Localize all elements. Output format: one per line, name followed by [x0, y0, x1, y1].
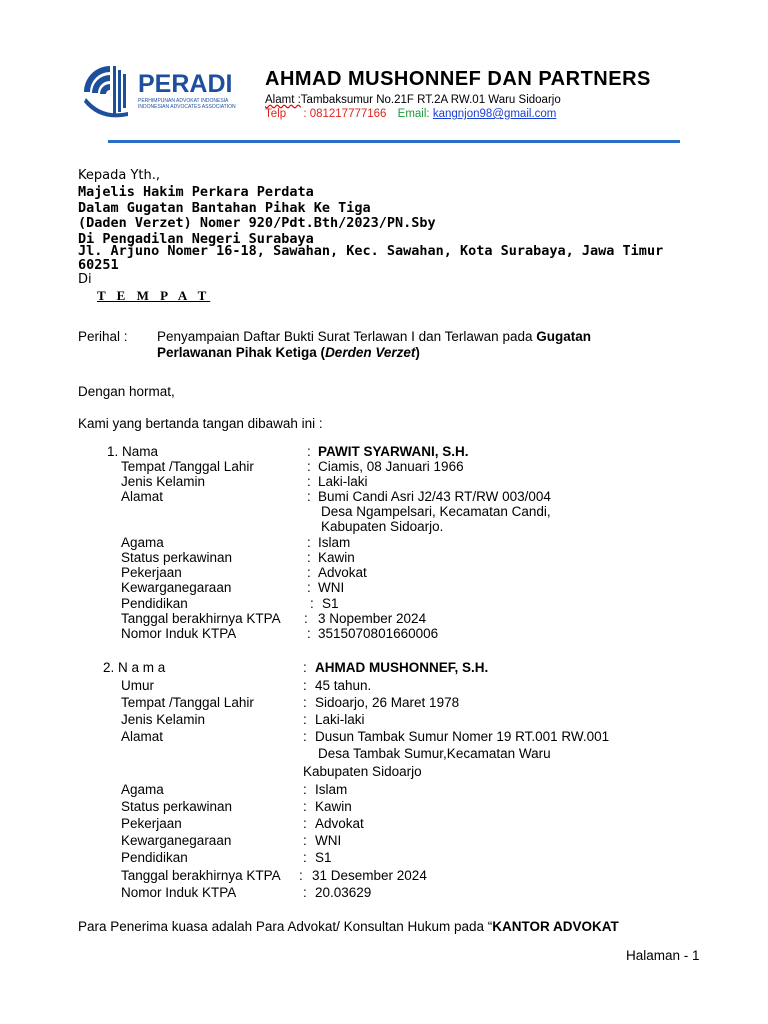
info-label: 1. Nama — [107, 444, 159, 459]
address-value: Tambaksumur No.21F RT.2A RW.01 Waru Sidoarjo — [300, 94, 561, 106]
info-separator: : — [303, 885, 307, 900]
header-divider — [108, 140, 680, 143]
info-value: Kabupaten Sidoarjo — [303, 764, 422, 779]
info-label: Tanggal berakhirnya KTPA — [121, 611, 281, 626]
info-value: AHMAD MUSHONNEF, S.H. — [315, 660, 489, 675]
info-label: Agama — [121, 782, 164, 797]
info-separator: : — [303, 850, 307, 865]
info-value: S1 — [315, 850, 332, 865]
perihal-text-2-italic: Derden Verzet — [325, 345, 416, 360]
recipient-salutation: Kepada Yth., — [78, 168, 160, 183]
info-separator: : — [307, 535, 311, 550]
info-label: Tempat /Tanggal Lahir — [121, 695, 254, 710]
info-value: Advokat — [318, 565, 367, 580]
firm-contact — [265, 108, 556, 120]
page-number: Halaman - 1 — [626, 948, 700, 963]
perihal-text-1-bold: Gugatan — [536, 329, 592, 344]
recipient-line: (Daden Verzet) Nomer 920/Pdt.Bth/2023/PN.Sby — [78, 215, 436, 231]
closing-text-bold: KANTOR ADVOKAT — [492, 919, 619, 934]
info-separator: : — [303, 816, 307, 831]
info-value: 20.03629 — [315, 885, 372, 900]
info-label: Kewarganegaraan — [121, 580, 232, 595]
closing-text — [78, 919, 619, 934]
info-label: 2. N a m a — [103, 660, 166, 675]
info-label: Nomor Induk KTPA — [121, 626, 237, 641]
recipient-tempat: T E M P A T — [97, 288, 211, 303]
info-label: Pendidikan — [121, 596, 188, 611]
info-label: Tempat /Tanggal Lahir — [121, 459, 254, 474]
info-value: 31 Desember 2024 — [312, 868, 427, 883]
info-value: Kawin — [315, 799, 352, 814]
info-separator: : — [303, 678, 307, 693]
info-label: Nomor Induk KTPA — [121, 885, 237, 900]
perihal-text-1: Penyampaian Daftar Bukti Surat Terlawan I dan Terlawan pada — [157, 329, 533, 344]
perihal-label: Perihal : — [78, 329, 128, 344]
info-label: Status perkawinan — [121, 799, 233, 814]
info-separator: : — [303, 660, 307, 675]
firm-address — [265, 94, 561, 106]
peradi-emblem-icon — [80, 62, 260, 124]
perihal-text — [157, 329, 591, 344]
peradi-logo — [80, 62, 260, 124]
info-label: Umur — [121, 678, 154, 693]
info-label: Status perkawinan — [121, 550, 233, 565]
email-label: Email: — [397, 108, 430, 120]
info-separator: : — [307, 474, 311, 489]
info-value: Advokat — [315, 816, 364, 831]
telp-value: : 081217777166 — [303, 108, 387, 120]
info-value: Islam — [315, 782, 348, 797]
recipient-line: Di Pengadilan Negeri Surabaya — [78, 231, 314, 247]
info-value: S1 — [322, 596, 339, 611]
firm-name: AHMAD MUSHONNEF DAN PARTNERS — [265, 68, 651, 90]
telp-label: Telp — [265, 108, 287, 120]
info-separator: : — [304, 611, 308, 626]
recipient-address: Jl. Arjuno Nomer 16-18, Sawahan, Kec. Sawahan, Kota Surabaya, Jawa Timur — [78, 243, 664, 259]
info-separator: : — [307, 580, 311, 595]
info-value: 3 Nopember 2024 — [318, 611, 427, 626]
info-label: Pendidikan — [121, 850, 188, 865]
info-value: WNI — [315, 833, 342, 848]
info-separator: : — [307, 626, 311, 641]
info-value: Bumi Candi Asri J2/43 RT/RW 003/004 — [318, 489, 551, 504]
info-value: Laki-laki — [318, 474, 368, 489]
info-separator: : — [307, 444, 311, 459]
info-label: Agama — [121, 535, 164, 550]
info-value: Islam — [318, 535, 351, 550]
recipient-di: Di — [78, 272, 92, 287]
perihal-text-2 — [157, 345, 420, 360]
info-value: 45 tahun. — [315, 678, 372, 693]
perihal-text-2-end: ) — [415, 345, 420, 360]
svg-text:INDONESIAN ADVOCATES ASSOCIATI: INDONESIAN ADVOCATES ASSOCIATION — [138, 104, 236, 110]
info-separator: : — [303, 695, 307, 710]
svg-text:PERADI: PERADI — [138, 70, 233, 98]
intro: Kami yang bertanda tangan dibawah ini : — [78, 416, 323, 431]
info-separator: : — [299, 868, 303, 883]
info-label: Alamat — [121, 729, 164, 744]
info-separator: : — [307, 459, 311, 474]
email-link[interactable]: kangnjon98@gmail.com — [432, 108, 557, 120]
info-value: Desa Tambak Sumur,Kecamatan Waru — [318, 746, 551, 761]
info-separator: : — [303, 712, 307, 727]
info-label: Alamat — [121, 489, 164, 504]
info-label: Pekerjaan — [121, 565, 182, 580]
info-separator: : — [303, 833, 307, 848]
closing-text-plain: Para Penerima kuasa adalah Para Advokat/ Konsultan Hukum pada “ — [78, 919, 493, 934]
info-label: Kewarganegaraan — [121, 833, 232, 848]
info-separator: : — [303, 729, 307, 744]
info-value: Dusun Tambak Sumur Nomer 19 RT.001 RW.001 — [315, 729, 610, 744]
info-value: WNI — [318, 580, 345, 595]
info-value: Sidoarjo, 26 Maret 1978 — [315, 695, 460, 710]
info-label: Pekerjaan — [121, 816, 182, 831]
info-value: Kabupaten Sidoarjo. — [321, 519, 444, 534]
info-value: PAWIT SYARWANI, S.H. — [318, 444, 469, 459]
svg-text:PERHIMPUNAN ADVOKAT INDONESIA: PERHIMPUNAN ADVOKAT INDONESIA — [138, 98, 229, 104]
perihal-text-2-bold: Perlawanan Pihak Ketiga ( — [157, 345, 326, 360]
info-separator: : — [310, 596, 314, 611]
recipient-postcode: 60251 — [78, 257, 119, 273]
info-value: Kawin — [318, 550, 355, 565]
info-label: Jenis Kelamin — [121, 474, 206, 489]
info-value: Ciamis, 08 Januari 1966 — [318, 459, 464, 474]
info-value: Desa Ngampelsari, Kecamatan Candi, — [321, 504, 551, 519]
recipient-line: Dalam Gugatan Bantahan Pihak Ke Tiga — [78, 200, 371, 216]
info-separator: : — [303, 799, 307, 814]
info-separator: : — [303, 782, 307, 797]
info-separator: : — [307, 565, 311, 580]
info-separator: : — [307, 489, 311, 504]
info-value: 3515070801660006 — [318, 626, 439, 641]
greeting: Dengan hormat, — [78, 384, 175, 399]
info-label: Tanggal berakhirnya KTPA — [121, 868, 281, 883]
recipient-line: Majelis Hakim Perkara Perdata — [78, 184, 314, 200]
info-value: Laki-laki — [315, 712, 365, 727]
address-label: Alamt : — [265, 94, 301, 106]
info-separator: : — [307, 550, 311, 565]
info-label: Jenis Kelamin — [121, 712, 206, 727]
